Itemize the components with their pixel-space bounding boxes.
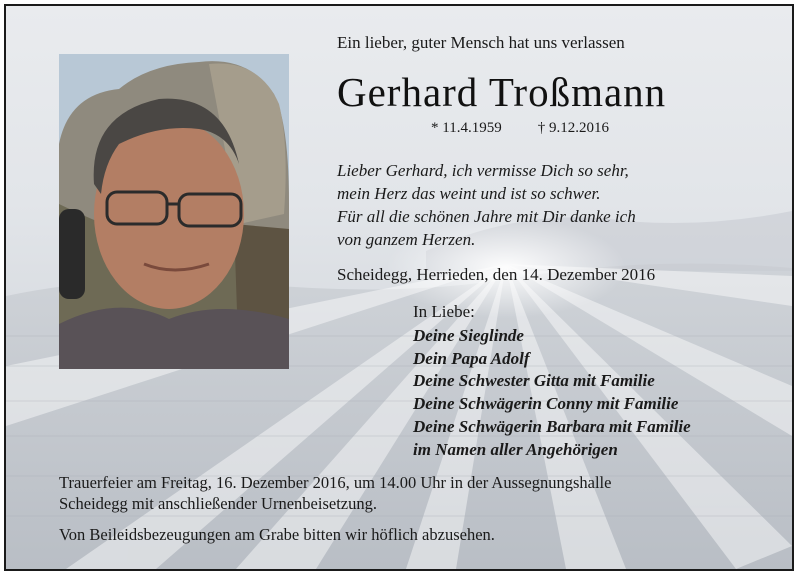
birth-date: * 11.4.1959	[431, 120, 502, 136]
obituary-notice	[4, 4, 794, 571]
ceremony-line: Trauerfeier am Freitag, 16. Dezember 2016, um 14.00 Uhr in der Aussegnungshalle	[59, 473, 612, 492]
family-member: Dein Papa Adolf	[413, 348, 530, 368]
in-love-label: In Liebe:	[413, 302, 475, 321]
poem-line: Für all die schönen Jahre mit Dir danke ich	[337, 207, 636, 226]
condolence-note: Von Beileidsbezeugungen am Grabe bitten wir höflich abzusehen.	[59, 525, 495, 544]
place-date: Scheidegg, Herrieden, den 14. Dezember 2016	[337, 265, 656, 284]
ceremony-info	[59, 472, 611, 514]
family-member: Deine Schwägerin Conny mit Familie	[413, 394, 679, 414]
death-date: † 9.12.2016	[537, 120, 609, 136]
family-member: im Namen aller Angehörigen	[413, 439, 618, 459]
deceased-name: Gerhard Troßmann	[337, 69, 667, 115]
portrait-photo	[59, 54, 289, 369]
poem-line: mein Herz das weint und ist so schwer.	[337, 184, 601, 203]
poem-line: von ganzem Herzen.	[337, 230, 476, 249]
family-member: Deine Sieglinde	[413, 326, 524, 345]
ceremony-line: Scheidegg mit anschließender Urnenbeisetzung.	[59, 494, 377, 513]
life-dates	[431, 120, 645, 137]
family-member: Deine Schwester Gitta mit Familie	[413, 371, 655, 391]
poem	[337, 159, 636, 251]
family-list	[413, 325, 691, 461]
intro-line: Ein lieber, guter Mensch hat uns verlassen	[337, 33, 625, 52]
poem-line: Lieber Gerhard, ich vermisse Dich so sehr,	[337, 161, 629, 180]
family-member: Deine Schwägerin Barbara mit Familie	[413, 416, 691, 436]
